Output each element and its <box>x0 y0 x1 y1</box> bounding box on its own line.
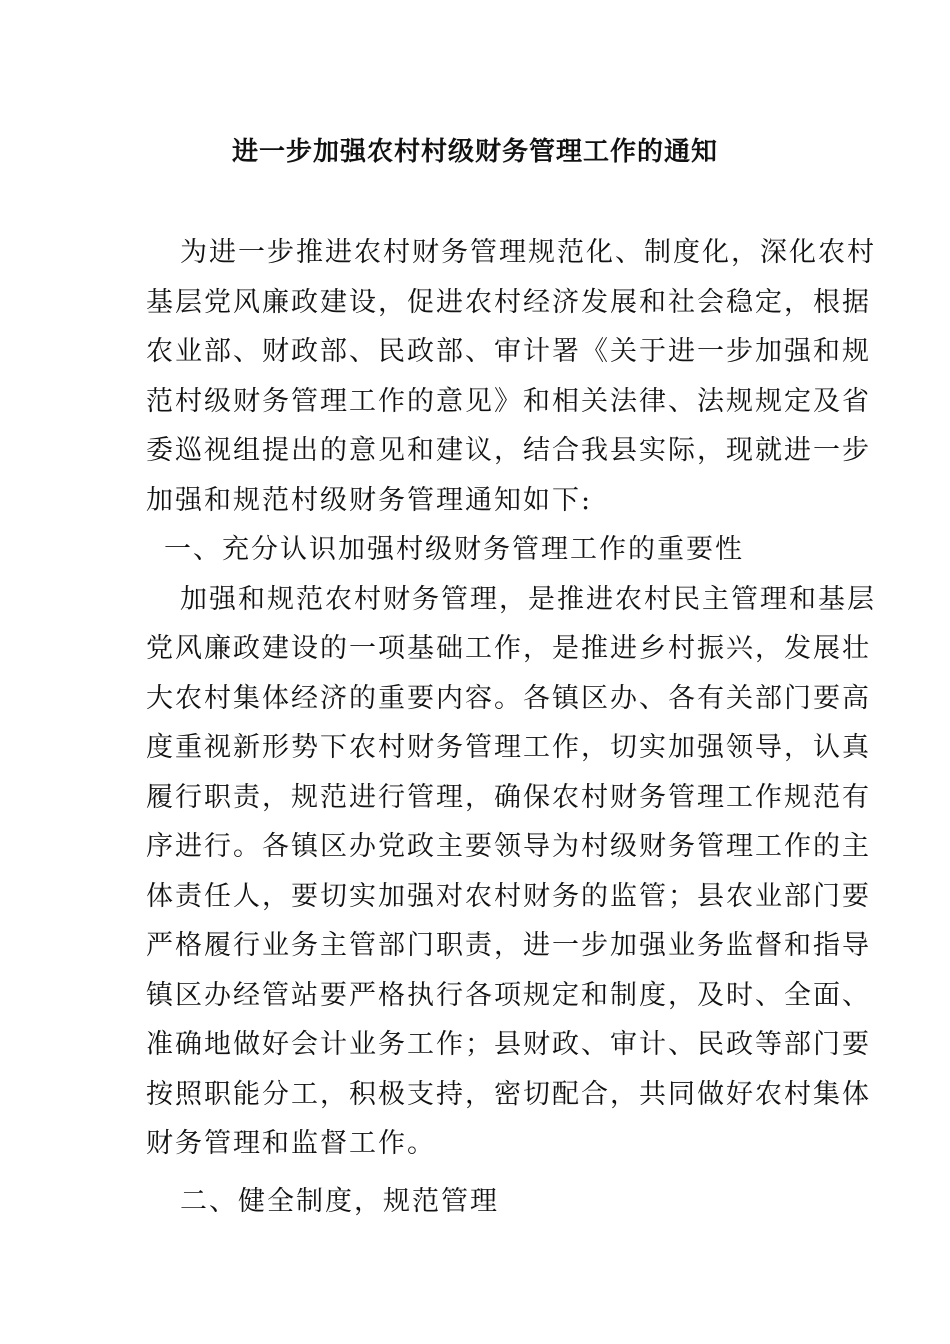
section1-line: 序进行。各镇区办党政主要领导为村级财务管理工作的主 <box>146 831 871 862</box>
intro-line: 加强和规范村级财务管理通知如下: <box>146 484 593 516</box>
section1-line: 严格履行业务主管部门职责，进一步加强业务监督和指导 <box>146 930 871 961</box>
intro-line: 委巡视组提出的意见和建议，结合我县实际，现就进一步 <box>146 435 871 466</box>
intro-line: 为进一步推进农村财务管理规范化、制度化，深化农村 <box>180 237 876 268</box>
section1-line: 准确地做好会计业务工作；县财政、审计、民政等部门要 <box>146 1029 871 1060</box>
document-title: 进一步加强农村村级财务管理工作的通知 <box>231 137 718 167</box>
document-body <box>146 228 876 1226</box>
section1-line: 按照职能分工，积极支持，密切配合，共同做好农村集体 <box>146 1078 871 1110</box>
section1-line: 财务管理和监督工作。 <box>146 1128 436 1159</box>
paragraph-gap <box>146 1169 806 1177</box>
section1-line: 加强和规范农村财务管理，是推进农村民主管理和基层 <box>180 583 876 615</box>
section-heading-1: 一、充分认识加强村级财务管理工作的重要性 <box>164 534 744 565</box>
section1-line: 体责任人，要切实加强对农村财务的监管；县农业部门要 <box>146 880 871 912</box>
intro-line: 农业部、财政部、民政部、审计署《关于进一步加强和规 <box>146 336 871 367</box>
section1-line: 党风廉政建设的一项基础工作，是推进乡村振兴，发展壮 <box>146 633 871 664</box>
intro-line: 范村级财务管理工作的意见》和相关法律、法规规定及省 <box>146 385 871 417</box>
intro-line: 基层党风廉政建设，促进农村经济发展和社会稳定，根据 <box>146 286 871 318</box>
section-heading-2: 二、健全制度，规范管理 <box>180 1185 499 1217</box>
section1-line: 履行职责，规范进行管理，确保农村财务管理工作规范有 <box>146 781 871 813</box>
section1-line: 度重视新形势下农村财务管理工作，切实加强领导，认真 <box>146 732 871 763</box>
section1-line: 大农村集体经济的重要内容。各镇区办、各有关部门要高 <box>146 682 871 714</box>
section1-line: 镇区办经管站要严格执行各项规定和制度，及时、全面、 <box>146 979 871 1011</box>
